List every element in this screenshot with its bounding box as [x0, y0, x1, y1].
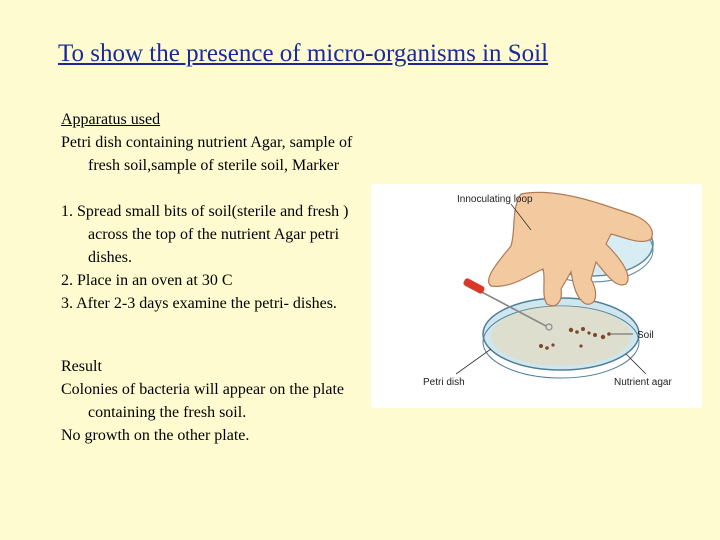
content-body	[61, 108, 361, 447]
apparatus-text: Petri dish containing nutrient Agar, sample of fresh soil,sample of sterile soil, Marker	[61, 134, 353, 174]
nutrient-agar	[491, 306, 631, 366]
step-1: 1. Spread small bits of soil(sterile and fresh ) across the top of the nutrient Agar petri dishes.	[61, 203, 349, 266]
label-nutrient-agar: Nutrient agar	[614, 377, 672, 388]
experiment-illustration	[371, 184, 702, 408]
illustration-svg	[371, 184, 702, 408]
loop-handle	[462, 277, 485, 294]
apparatus-heading: Apparatus used	[61, 111, 161, 128]
label-petri-dish: Petri dish	[423, 377, 465, 388]
step-2: 2. Place in an oven at 30 C	[61, 272, 233, 289]
label-innoculating-loop: Innoculating loop	[457, 194, 533, 205]
result-heading: Result	[61, 358, 102, 375]
slide-title: To show the presence of micro-organisms in Soil	[58, 40, 549, 67]
result-line-1: Colonies of bacteria will appear on the plate containing the fresh soil.	[61, 381, 345, 421]
label-soil: Soil	[637, 330, 654, 341]
step-3: 3. After 2-3 days examine the petri- dishes.	[61, 295, 337, 312]
result-line-2: No growth on the other plate.	[61, 427, 250, 444]
